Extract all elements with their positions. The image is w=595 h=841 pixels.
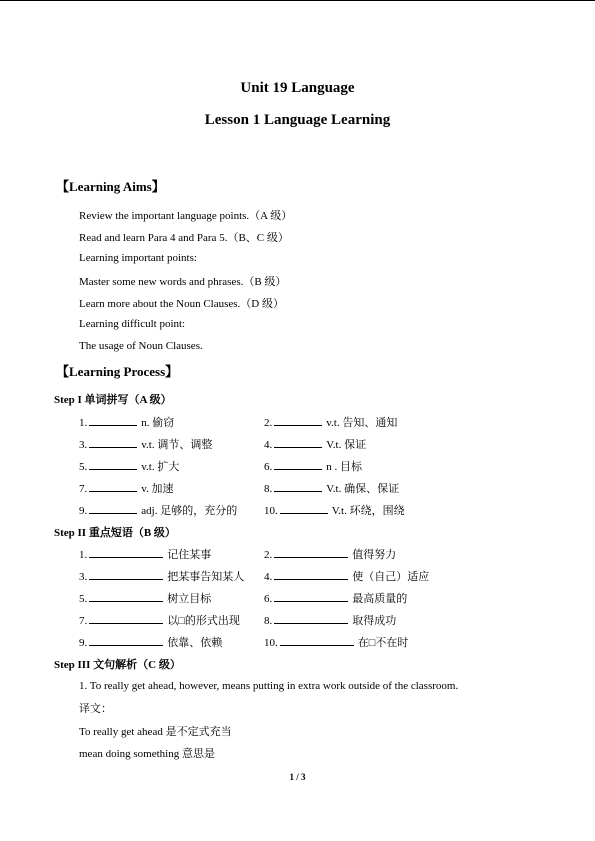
item-number: 7. — [79, 483, 88, 495]
item-text: 最高质量的 — [352, 593, 408, 605]
vocab-row — [79, 480, 559, 496]
aim-line: Read and learn Para 4 and Para 5.（B、C 级） — [79, 232, 289, 244]
item-number: 10. — [264, 637, 278, 649]
item-number: 9. — [79, 637, 88, 649]
grammar-note: mean doing something 意思是 — [79, 748, 215, 760]
phrase-row — [79, 590, 559, 606]
aim-line: Review the important language points.（A 级） — [79, 210, 293, 222]
item-text: adj. 足够的，充分的 — [141, 505, 238, 517]
item-text: v.t. 扩大 — [141, 461, 180, 473]
item-text: v.t. 调节、调整 — [141, 439, 213, 451]
answer-blank[interactable] — [89, 459, 137, 470]
item-text: V.t. 确保、保证 — [326, 483, 400, 495]
item-text: 以□的形式出现 — [167, 615, 240, 627]
item-number: 2. — [264, 549, 273, 561]
vocab-row — [79, 436, 559, 452]
phrase-row — [79, 634, 559, 650]
answer-blank[interactable] — [274, 591, 348, 602]
answer-blank[interactable] — [274, 459, 322, 470]
answer-blank[interactable] — [280, 635, 354, 646]
answer-blank[interactable] — [89, 591, 163, 602]
item-number: 8. — [264, 615, 273, 627]
answer-blank[interactable] — [274, 547, 348, 558]
page-number: 1 / 3 — [289, 772, 306, 782]
answer-blank[interactable] — [89, 437, 137, 448]
item-number: 10. — [264, 505, 278, 517]
item-text: n. 偷窃 — [141, 417, 175, 429]
learning-aims-heading: 【Learning Aims】 — [56, 179, 165, 194]
answer-blank[interactable] — [89, 569, 163, 580]
step-1-title: Step I 单词拼写（A 级） — [54, 394, 172, 406]
answer-blank[interactable] — [274, 613, 348, 624]
answer-blank[interactable] — [280, 503, 328, 514]
item-number: 9. — [79, 505, 88, 517]
item-text: V.t. 环绕，围绕 — [331, 505, 405, 517]
vocab-row — [79, 502, 559, 518]
vocab-row — [79, 414, 559, 430]
step-2-title: Step II 重点短语（B 级） — [54, 527, 176, 539]
aim-line: Learning important points: — [79, 252, 197, 264]
answer-blank[interactable] — [274, 437, 322, 448]
aim-line: Learning difficult point: — [79, 318, 186, 330]
answer-blank[interactable] — [89, 481, 137, 492]
aim-line: Learn more about the Noun Clauses.（D 级） — [79, 298, 284, 310]
item-text: V.t. 保证 — [326, 439, 367, 451]
answer-blank[interactable] — [274, 481, 322, 492]
item-number: 1. — [79, 549, 88, 561]
item-number: 4. — [264, 439, 273, 451]
aim-line: The usage of Noun Clauses. — [79, 340, 203, 352]
step-3-title: Step III 文句解析（C 级） — [54, 659, 181, 671]
aim-line: Master some new words and phrases.（B 级） — [79, 276, 287, 288]
item-text: 值得努力 — [352, 549, 397, 561]
item-number: 5. — [79, 593, 88, 605]
item-number: 3. — [79, 439, 88, 451]
item-text: v.t. 告知、通知 — [326, 417, 398, 429]
item-number: 8. — [264, 483, 273, 495]
item-number: 6. — [264, 461, 273, 473]
page-top-rule — [0, 0, 595, 1]
item-text: 取得成功 — [352, 615, 397, 627]
analysis-sentence: 1. To really get ahead, however, means putting in extra work outside of the classroom. — [79, 680, 459, 692]
answer-blank[interactable] — [89, 547, 163, 558]
answer-blank[interactable] — [89, 415, 137, 426]
vocab-row — [79, 458, 559, 474]
item-text: 把某事告知某人 — [167, 571, 245, 583]
item-number: 5. — [79, 461, 88, 473]
item-text: 树立目标 — [167, 593, 212, 605]
item-number: 4. — [264, 571, 273, 583]
translation-label: 译文： — [79, 703, 112, 715]
answer-blank[interactable] — [89, 635, 163, 646]
item-number: 2. — [264, 417, 273, 429]
item-number: 6. — [264, 593, 273, 605]
item-text: 使（自己）适应 — [352, 571, 430, 583]
item-number: 7. — [79, 615, 88, 627]
grammar-note: To really get ahead 是不定式充当 — [79, 726, 232, 738]
item-text: v. 加速 — [141, 483, 174, 495]
item-text: n . 目标 — [326, 461, 362, 473]
item-number: 1. — [79, 417, 88, 429]
document-title: Unit 19 Language — [240, 80, 355, 96]
answer-blank[interactable] — [274, 415, 322, 426]
answer-blank[interactable] — [89, 503, 137, 514]
answer-blank[interactable] — [89, 613, 163, 624]
phrase-row — [79, 612, 559, 628]
lesson-title: Lesson 1 Language Learning — [204, 112, 391, 128]
answer-blank[interactable] — [274, 569, 348, 580]
phrase-row — [79, 568, 559, 584]
item-number: 3. — [79, 571, 88, 583]
item-text: 依靠、依赖 — [167, 637, 223, 649]
learning-process-heading: 【Learning Process】 — [56, 364, 179, 379]
phrase-row — [79, 546, 559, 562]
item-text: 在□不在时 — [357, 637, 409, 649]
item-text: 记住某事 — [167, 549, 212, 561]
